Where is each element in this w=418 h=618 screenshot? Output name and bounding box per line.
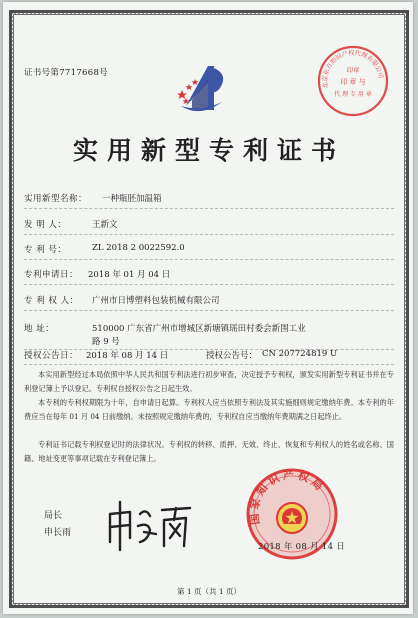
divider bbox=[24, 234, 394, 235]
paragraph-register: 专利证书记载专利权登记时的法律状况。专利权的转移、质押、无效、终止、恢复和专利权人的姓名或名称、国籍、地址变更等事项记载在专利登记簿上。 bbox=[24, 440, 394, 463]
divider bbox=[24, 284, 394, 285]
agent-seal-icon bbox=[316, 44, 390, 118]
address-value-line-1: 510000 广东省广州市增城区新塘镇瑶田村委会新围工业 bbox=[92, 324, 306, 334]
name-value: 一种瓶胚加温箱 bbox=[102, 194, 162, 204]
paragraph-term: 本专利的专利权期限为十年，自申请日起算。专利权人应当依照专利法及其实施细则规定缴纳年费。本专利的年费应当在每年 01 月 04 日前缴纳。未按照规定缴纳年费的，专利权自应当缴纳年费期满之日起终止。 bbox=[24, 398, 394, 421]
certificate-title: 实用新型专利证书 bbox=[72, 136, 345, 165]
official-seal-date: 2018 年 08 月 14 日 bbox=[258, 542, 346, 552]
name-label: 实用新型名称： bbox=[24, 194, 88, 204]
divider bbox=[24, 259, 394, 260]
divider bbox=[24, 364, 394, 365]
agent-seal-line-2: 代 理 专 用 章 bbox=[334, 91, 372, 98]
announce-number-value: CN 207724819 U bbox=[262, 349, 338, 359]
patent-number-value: ZL 2018 2 0022592.0 bbox=[92, 243, 185, 253]
patentee-label: 专 利 权 人： bbox=[24, 296, 79, 306]
grant-date-label: 授权公告日： bbox=[24, 351, 79, 361]
paragraph-grant: 本实用新型经过本局依照中华人民共和国专利法进行初步审查，决定授予专利权，颁发实用新型专利证书并在专利登记簿上予以登记。专利权自授权公告之日起生效。 bbox=[24, 370, 394, 393]
director-name: 申长雨 bbox=[44, 528, 72, 538]
patent-number-label: 专 利 号： bbox=[24, 245, 67, 255]
address-label: 地 址： bbox=[24, 324, 55, 334]
agent-seal-center: 印章 bbox=[346, 66, 360, 74]
filing-date-value: 2018 年 01 月 04 日 bbox=[88, 270, 171, 280]
official-seal-text: 国家知识产权局 bbox=[247, 468, 328, 526]
page-number: 第 1 页（共 1 页） bbox=[176, 587, 242, 596]
director-title: 局长 bbox=[44, 511, 63, 521]
divider bbox=[24, 208, 394, 209]
patent-office-logo-icon bbox=[172, 58, 232, 118]
patentee-value: 广州市日博塑料包装机械有限公司 bbox=[92, 296, 220, 306]
divider bbox=[24, 310, 394, 311]
announce-number-label: 授权公告号： bbox=[206, 351, 258, 361]
inventor-label: 发 明 人： bbox=[24, 220, 67, 230]
grant-date-value: 2018 年 08 月 14 日 bbox=[86, 351, 169, 361]
address-value-line-2: 路 9 号 bbox=[92, 337, 120, 347]
certificate-number: 证书号第7717668号 bbox=[24, 68, 108, 78]
inventor-value: 王新文 bbox=[92, 220, 118, 230]
agent-seal-line-1: 印 章 与 bbox=[340, 78, 366, 86]
director-signature-icon bbox=[104, 494, 194, 554]
agent-seal-outer-text: 北京东方知识产权代理有限公司 bbox=[321, 49, 385, 89]
filing-date-label: 专利申请日： bbox=[24, 270, 79, 280]
